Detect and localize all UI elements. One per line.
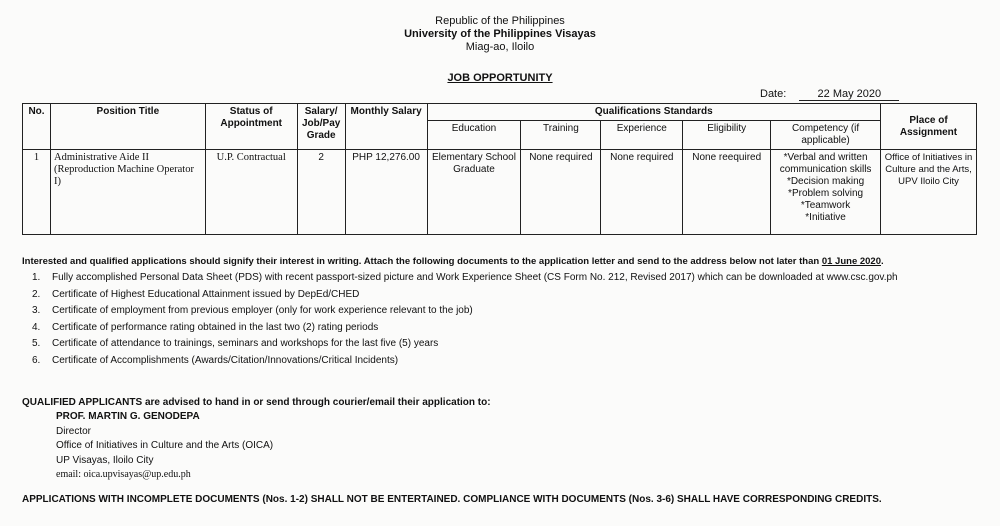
document-title: JOB OPPORTUNITY	[447, 72, 553, 84]
competency-item: *Decision making	[786, 176, 865, 187]
cell-status: U.P. Contractual	[205, 150, 297, 235]
header-monthly-salary: Monthly Salary	[345, 104, 427, 150]
subheader-eligibility: Eligibility	[683, 121, 771, 150]
cell-place: Office of Initiatives in Culture and the Arts, UPV Iloilo City	[881, 150, 977, 235]
contact-name: PROF. MARTIN G. GENODEPA	[56, 411, 200, 422]
subheader-education: Education	[427, 121, 521, 150]
footer-notice: APPLICATIONS WITH INCOMPLETE DOCUMENTS (Nos. 1-2) SHALL NOT BE ENTERTAINED. COMPLIANCE WITH DOCUMENTS (Nos. 3-6) SHALL HAVE CORRESPONDING CREDITS.	[22, 494, 882, 505]
header-place: Place of Assignment	[881, 104, 977, 150]
list-item: 6. Certificate of Accomplishments (Awards/Citation/Innovations/Critical Incidents)	[32, 354, 399, 366]
submission-advice: QUALIFIED APPLICANTS are advised to hand in or send through courier/email their application to:	[22, 397, 491, 408]
list-item: 5. Certificate of attendance to trainings, seminars and workshops for the last five (5) years	[32, 338, 439, 349]
cell-education: Elementary School Graduate	[427, 150, 521, 235]
deadline-date: 01 June 2020	[821, 256, 881, 267]
list-item: 2. Certificate of Highest Educational Attainment issued by DepEd/CHED	[32, 288, 360, 300]
date-value: 22 May 2020	[799, 88, 899, 101]
cell-monthly-salary: PHP 12,276.00	[345, 150, 427, 235]
subheader-competency: Competency (if applicable)	[771, 121, 881, 150]
subheader-experience: Experience	[601, 121, 683, 150]
letterhead-republic: Republic of the Philippines	[435, 15, 565, 27]
date-field	[760, 88, 899, 101]
date-label: Date:	[760, 88, 787, 100]
header-qualifications: Qualifications Standards	[427, 104, 880, 121]
contact-address: UP Visayas, Iloilo City	[56, 454, 154, 466]
contact-office: Office of Initiatives in Culture and the Arts (OICA)	[56, 440, 274, 451]
competency-item: *Verbal and written communication skills	[779, 152, 872, 175]
list-item: 4. Certificate of performance rating obtained in the last two (2) rating periods	[32, 321, 379, 333]
contact-email: email: oica.upvisayas@up.edu.ph	[56, 469, 191, 480]
letterhead-location: Miag-ao, Iloilo	[465, 41, 535, 53]
instructions-intro: Interested and qualified applications should signify their interest in writing. Attach the following documents to the application letter and send to the address below not later than 01 June 2020.	[22, 256, 884, 267]
cell-experience: None required	[601, 150, 683, 235]
cell-eligibility: None reequired	[683, 150, 771, 235]
contact-block	[56, 410, 273, 483]
cell-no: 1	[23, 150, 51, 235]
table-row	[23, 150, 977, 235]
competency-item: *Teamwork	[800, 200, 851, 211]
header-no: No.	[23, 104, 51, 150]
cell-training: None required	[521, 150, 601, 235]
list-item: 1. Fully accomplished Personal Data Sheet (PDS) with recent passport-sized picture and Work Experience Sheet (CS Form No. 212, Revised 2017) which can be downloaded at www.csc.gov.ph	[32, 272, 898, 283]
job-table	[22, 103, 977, 235]
letterhead-university: University of the Philippines Visayas	[404, 28, 596, 40]
competency-item: *Problem solving	[788, 188, 864, 199]
competency-item: *Initiative	[805, 212, 846, 223]
cell-position: Administrative Aide II (Reproduction Machine Operator I)	[50, 150, 205, 235]
cell-salary-grade: 2	[297, 150, 345, 235]
requirements-list	[22, 270, 898, 369]
header-salary-grade: Salary/ Job/Pay Grade	[297, 104, 345, 150]
header-position: Position Title	[50, 104, 205, 150]
letterhead	[0, 15, 1000, 54]
subheader-training: Training	[521, 121, 601, 150]
list-item: 3. Certificate of employment from previous employer (only for work experience relevant to the job)	[32, 305, 473, 316]
contact-role: Director	[56, 425, 92, 437]
cell-competency	[771, 150, 881, 235]
header-status: Status of Appointment	[205, 104, 297, 150]
